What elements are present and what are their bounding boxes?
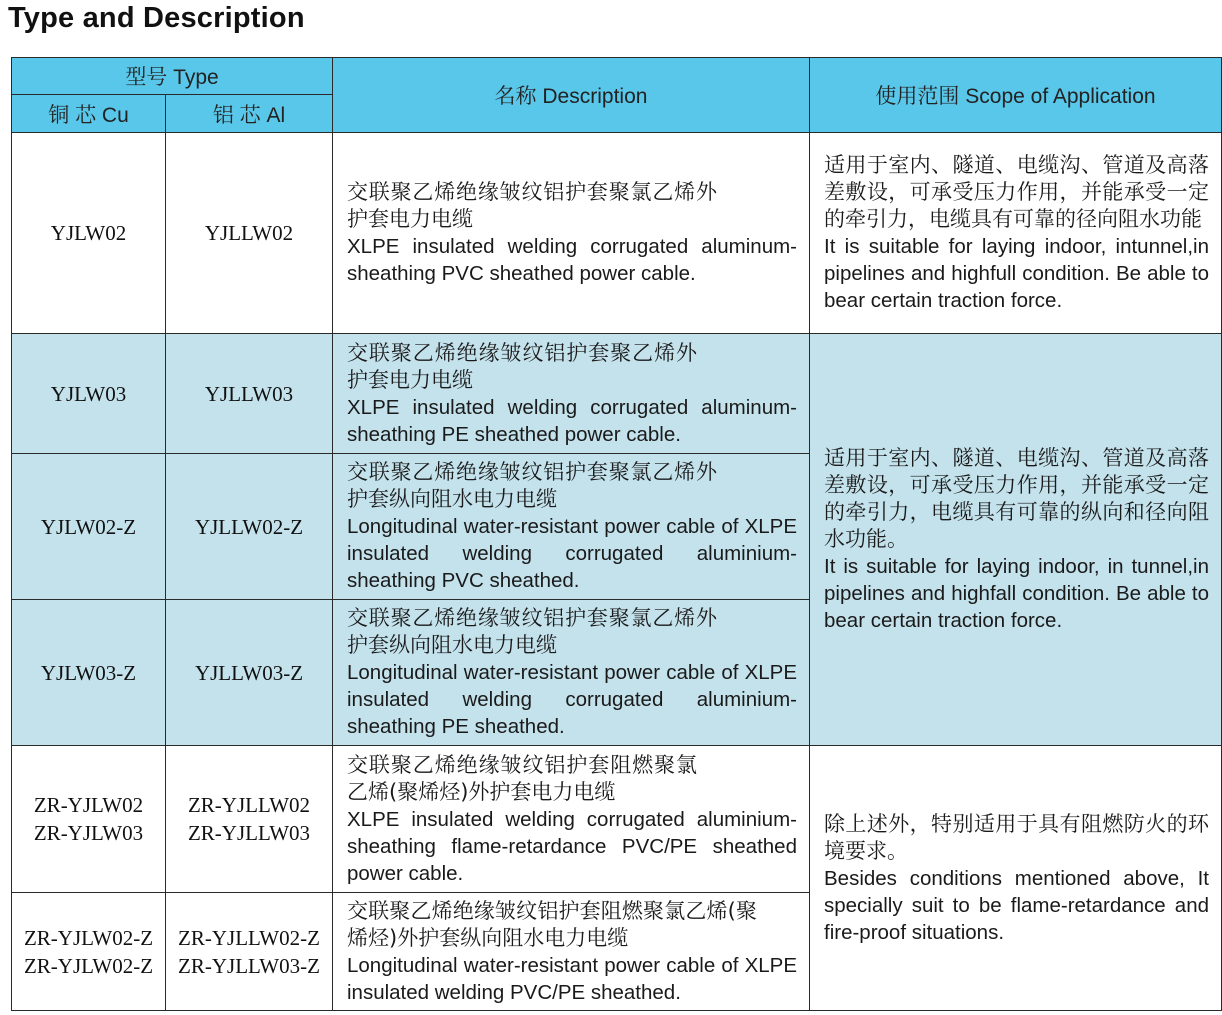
header-type: 型号 Type (12, 58, 333, 95)
page-title: Type and Description (8, 2, 305, 34)
type-description-table (11, 57, 1222, 1011)
scope-cell (810, 133, 1222, 334)
cu-code: YJLW02-Z (40, 514, 137, 539)
al-code: YJLLW03-Z (194, 660, 304, 685)
header-al: 铝 芯 Al (166, 95, 333, 133)
cu-code-cell (12, 133, 166, 334)
cu-code: YJLW03-Z (40, 660, 137, 685)
al-code-cell (166, 133, 333, 334)
description-zh: 交联聚乙烯绝缘皱纹铝护套阻燃聚氯乙烯(聚烯烃)外护套纵向阻水电力电缆 (347, 898, 757, 950)
scope-zh: 除上述外，特别适用于具有阻燃防火的环境要求。 (824, 811, 1209, 863)
description-cell (333, 893, 810, 1011)
cu-code-cell (12, 893, 166, 1011)
al-code-cell (166, 600, 333, 746)
description-cell (333, 600, 810, 746)
description-zh: 交联聚乙烯绝缘皱纹铝护套聚氯乙烯外护套纵向阻水电力电缆 (347, 606, 717, 657)
al-code: ZR-YJLLW02-Z (178, 925, 320, 950)
description-en: XLPE insulated welding corrugated aluminium-sheathing flame-retardance PVC/PE sheathed power cable. (347, 807, 797, 885)
header-scope: 使用范围 Scope of Application (810, 58, 1222, 133)
description-cell (333, 454, 810, 600)
header-cu: 铜 芯 Cu (12, 95, 166, 133)
cu-code: ZR-YJLW02-Z (23, 953, 154, 978)
description-zh: 交联聚乙烯绝缘皱纹铝护套聚氯乙烯外护套电力电缆 (347, 180, 717, 231)
al-code-cell (166, 746, 333, 893)
scope-cell (810, 334, 1222, 746)
table-row (12, 133, 1222, 334)
scope-en: It is suitable for laying indoor, in tunnel,in pipelines and highfall condition. Be able to bear certain traction force. (824, 555, 1209, 632)
al-code: ZR-YJLLW03-Z (178, 953, 320, 978)
cu-code-cell (12, 746, 166, 893)
scope-zh: 适用于室内、隧道、电缆沟、管道及高落差敷设，可承受压力作用，并能承受一定的牵引力，电缆具有可靠的纵向和径向阻水功能。 (824, 446, 1209, 551)
description-zh: 交联聚乙烯绝缘皱纹铝护套阻燃聚氯乙烯(聚烯烃)外护套电力电缆 (347, 752, 697, 804)
cu-code-cell (12, 454, 166, 600)
header-description: 名称 Description (333, 58, 810, 133)
al-code: ZR-YJLLW03 (187, 821, 311, 845)
description-zh: 交联聚乙烯绝缘皱纹铝护套聚乙烯外护套电力电缆 (347, 340, 697, 392)
cu-code: ZR-YJLW03 (33, 821, 144, 845)
description-zh: 交联聚乙烯绝缘皱纹铝护套聚氯乙烯外护套纵向阻水电力电缆 (347, 460, 717, 511)
cu-code-cell (12, 600, 166, 746)
description-en: Longitudinal water-resistant power cable of XLPE insulated welding PVC/PE sheathed. (347, 953, 797, 1004)
al-code-cell (166, 454, 333, 600)
scope-cell (810, 746, 1222, 1011)
cu-code: YJLW02 (50, 221, 127, 245)
al-code: ZR-YJLLW02 (187, 793, 311, 817)
al-code: YJLLW02-Z (194, 514, 304, 539)
description-cell (333, 334, 810, 454)
description-en: XLPE insulated welding corrugated aluminum-sheathing PE sheathed power cable. (347, 395, 797, 446)
description-en: Longitudinal water-resistant power cable of XLPE insulated welding corrugated aluminium-sheathing PE sheathed. (347, 661, 797, 738)
description-cell (333, 746, 810, 893)
description-cell (333, 133, 810, 334)
al-code-cell (166, 893, 333, 1011)
cu-code: ZR-YJLW02-Z (23, 925, 154, 950)
cu-code-cell (12, 334, 166, 454)
cu-code: ZR-YJLW02 (33, 793, 144, 817)
table-row (12, 334, 1222, 454)
scope-en: Besides conditions mentioned above, It specially suit to be flame-retardance and fire-proof situations. (824, 866, 1209, 944)
scope-zh: 适用于室内、隧道、电缆沟、管道及高落差敷设，可承受压力作用，并能承受一定的牵引力，电缆具有可靠的径向阻水功能 (824, 153, 1209, 231)
description-en: Longitudinal water-resistant power cable of XLPE insulated welding corrugated aluminium-sheathing PVC sheathed. (347, 515, 797, 592)
al-code-cell (166, 334, 333, 454)
cu-code: YJLW03 (50, 381, 127, 406)
al-code: YJLLW02 (204, 221, 294, 245)
al-code: YJLLW03 (204, 381, 294, 406)
table-row (12, 746, 1222, 893)
description-en: XLPE insulated welding corrugated aluminum-sheathing PVC sheathed power cable. (347, 235, 797, 285)
scope-en: It is suitable for laying indoor, intunnel,in pipelines and highfull condition. Be able to bear certain traction force. (824, 235, 1209, 312)
